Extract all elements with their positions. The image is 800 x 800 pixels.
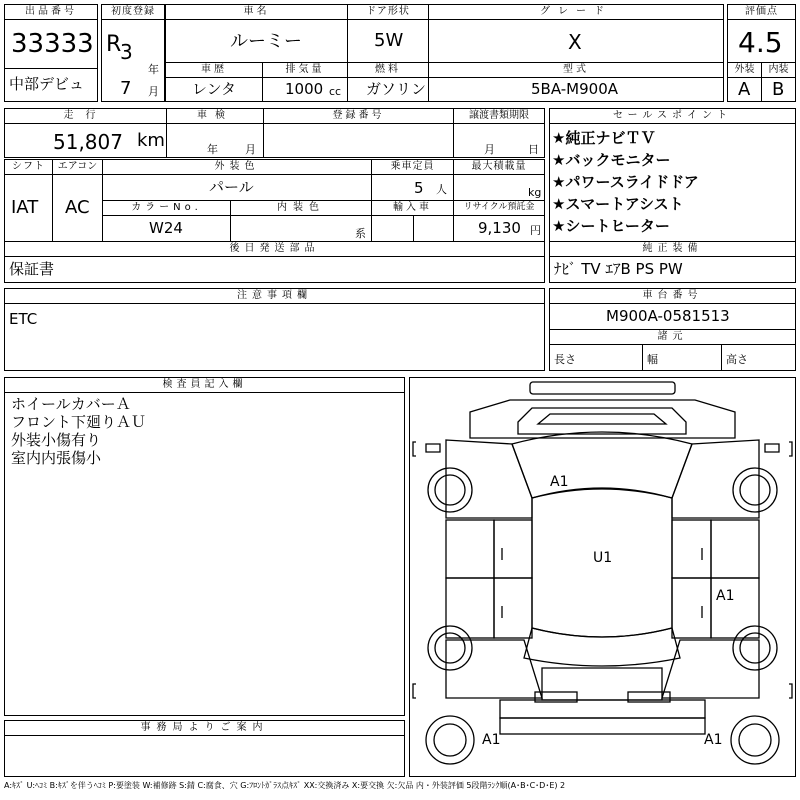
history: レンタ [192, 80, 237, 98]
transfer-label: 譲渡書類期限 [453, 108, 545, 124]
later-parts-cell [4, 256, 545, 283]
recycle-cell [453, 215, 545, 242]
interior-color-label: 内装色 [230, 200, 372, 216]
shift-label: シフト [4, 159, 53, 175]
inspection-cell [166, 123, 264, 158]
mileage-cell [4, 123, 167, 158]
inspector-line: フロント下廻りＡＵ [11, 413, 147, 431]
first-reg-label: 初度登録 [101, 4, 165, 20]
dims-height-cell [721, 344, 796, 371]
capacity-cell [371, 174, 454, 201]
chassis-no: M900A-0581513 [606, 307, 730, 325]
insp-year-unit: 年 [207, 143, 218, 156]
mileage: 51,807 [53, 130, 123, 154]
reg-month: 7 [120, 78, 132, 99]
shift: IAT [11, 197, 39, 218]
color-no-cell [102, 215, 231, 242]
score-cell [727, 19, 796, 63]
recycle-unit: 円 [530, 224, 541, 237]
sales-point-item: ★シートヒーター [552, 217, 670, 235]
recycle: 9,130 [478, 219, 521, 237]
fuel-cell [347, 77, 429, 102]
score-label: 評価点 [727, 4, 796, 20]
aircon-label: エアコン [52, 159, 103, 175]
later-parts: 保証書 [9, 260, 55, 278]
inspector-label: 検査員記入欄 [4, 377, 405, 393]
transfer-month-unit: 月 [484, 143, 495, 156]
grade: X [568, 30, 582, 54]
interior-color-unit: 系 [355, 227, 366, 240]
insp-month-unit: 月 [245, 143, 256, 156]
model-label: 型式 [428, 62, 724, 78]
era: R [106, 32, 122, 57]
chassis-label: 車台番号 [549, 288, 796, 304]
event-cell [4, 68, 98, 102]
history-cell [165, 77, 263, 102]
import-divider [413, 216, 414, 241]
mileage-unit: km [137, 130, 165, 151]
inspector-cell [4, 392, 405, 716]
color-no: W24 [149, 219, 183, 237]
lot-no-cell [4, 19, 98, 69]
inspector-line: ホイールカバーＡ [11, 395, 131, 413]
capacity-label: 乗車定員 [371, 159, 454, 175]
recycle-label: リサイクル預託金 [453, 200, 545, 216]
sales-point-item: ★スマートアシスト [552, 195, 684, 213]
displacement-cell [262, 77, 348, 102]
doors-label: ドア形状 [347, 4, 429, 20]
damage-diagram [409, 377, 796, 777]
history-label: 車歴 [165, 62, 263, 78]
inspector-line: 外装小傷有り [11, 431, 102, 449]
damage-mark: A1 [550, 474, 569, 490]
transfer-day-unit: 日 [528, 143, 539, 156]
score: 4.5 [738, 26, 783, 59]
aircon-cell [52, 174, 103, 242]
displacement-unit: cc [329, 85, 342, 98]
car-name: ルーミー [230, 31, 302, 52]
ext-grade: A [738, 79, 751, 100]
month-unit: 月 [148, 85, 159, 98]
equipment-label: 純正装備 [549, 241, 796, 257]
transfer-cell [453, 123, 545, 158]
doors-cell [347, 19, 429, 63]
fuel-label: 燃料 [347, 62, 429, 78]
office-label: 事務局よりご案内 [4, 720, 405, 736]
ext-cell [727, 77, 762, 102]
damage-mark: U1 [593, 550, 613, 566]
width-label: 幅 [647, 353, 658, 366]
fuel: ガソリン [366, 80, 427, 98]
model: 5BA-M900A [531, 80, 619, 98]
dims-width-cell [642, 344, 722, 371]
color-cell [102, 174, 372, 201]
inspector-line: 室内内張傷小 [11, 449, 102, 467]
mileage-label: 走行 [4, 108, 167, 124]
model-cell [428, 77, 724, 102]
load-label: 最大積載量 [453, 159, 545, 175]
lot-no-label: 出品番号 [4, 4, 98, 20]
load-cell [453, 174, 545, 201]
sales-points-cell [549, 123, 796, 242]
displacement: 1000 [285, 80, 324, 98]
year-unit: 年 [148, 63, 159, 76]
import-cell [371, 215, 454, 242]
shift-cell [4, 174, 53, 242]
sales-point-item: ★純正ナビＴＶ [552, 129, 656, 147]
reg-year: 3 [120, 40, 133, 64]
inspection-label: 車検 [166, 108, 264, 124]
legend: A:ｷｽﾞ U:ﾍｺﾐ B:ｷｽﾞを伴うﾍｺﾐ P:要塗装 W:補修跡 S:錆 C:腐食、穴 G:ﾌﾛﾝﾄｶﾞﾗｽ点ｷｽﾞ XX:交換済み X:要交換 欠:欠品 内・外装評価 5段階ﾗﾝｸ順(A･B･C･D･E) 2 [4, 781, 566, 790]
sales-point-item: ★バックモニター [552, 151, 671, 169]
grade-label: グレード [428, 4, 724, 20]
capacity-unit: 人 [436, 183, 447, 196]
int-grade: B [772, 79, 785, 100]
interior-color-cell [230, 215, 372, 242]
office-cell [4, 735, 405, 777]
height-label: 高さ [726, 353, 748, 366]
dims-length-cell [549, 344, 643, 371]
later-parts-label: 後日発送部品 [4, 241, 545, 257]
car-name-cell [165, 19, 348, 63]
length-label: 長さ [554, 353, 576, 366]
dims-label: 諸元 [549, 329, 796, 345]
plate-label: 登録番号 [263, 108, 454, 124]
car-outline [413, 382, 792, 764]
damage-mark: A1 [716, 588, 735, 604]
notes-label: 注意事項欄 [4, 288, 545, 304]
load-unit: kg [528, 186, 542, 199]
color-no-label: カラーNo. [102, 200, 231, 216]
notes-cell [4, 303, 545, 371]
sales-point-item: ★パワースライドドア [552, 173, 699, 191]
plate-cell [263, 123, 454, 158]
ext-label: 外装 [727, 62, 762, 78]
doors: 5W [374, 30, 404, 51]
lot-no: 33333 [11, 29, 94, 59]
notes-text: ETC [9, 310, 38, 328]
sales-points-label: セールスポイント [549, 108, 796, 124]
damage-mark: A1 [704, 732, 723, 748]
car-name-label: 車名 [165, 4, 348, 20]
int-cell [761, 77, 796, 102]
first-reg-cell [101, 19, 165, 102]
damage-mark: A1 [482, 732, 501, 748]
color: パール [209, 178, 254, 196]
displacement-label: 排気量 [262, 62, 348, 78]
int-label: 内装 [761, 62, 796, 78]
capacity: 5 [414, 179, 424, 197]
equipment-cell [549, 256, 796, 283]
car-diagram-svg [410, 378, 795, 776]
aircon: AC [65, 197, 90, 218]
event-name: 中部デビュ [9, 75, 85, 93]
color-label: 外装色 [102, 159, 372, 175]
grade-cell [428, 19, 724, 63]
import-label: 輸入車 [371, 200, 454, 216]
equipment: ﾅﾋﾞ TV ｴｱB PS PW [554, 260, 683, 278]
chassis-cell [549, 303, 796, 330]
